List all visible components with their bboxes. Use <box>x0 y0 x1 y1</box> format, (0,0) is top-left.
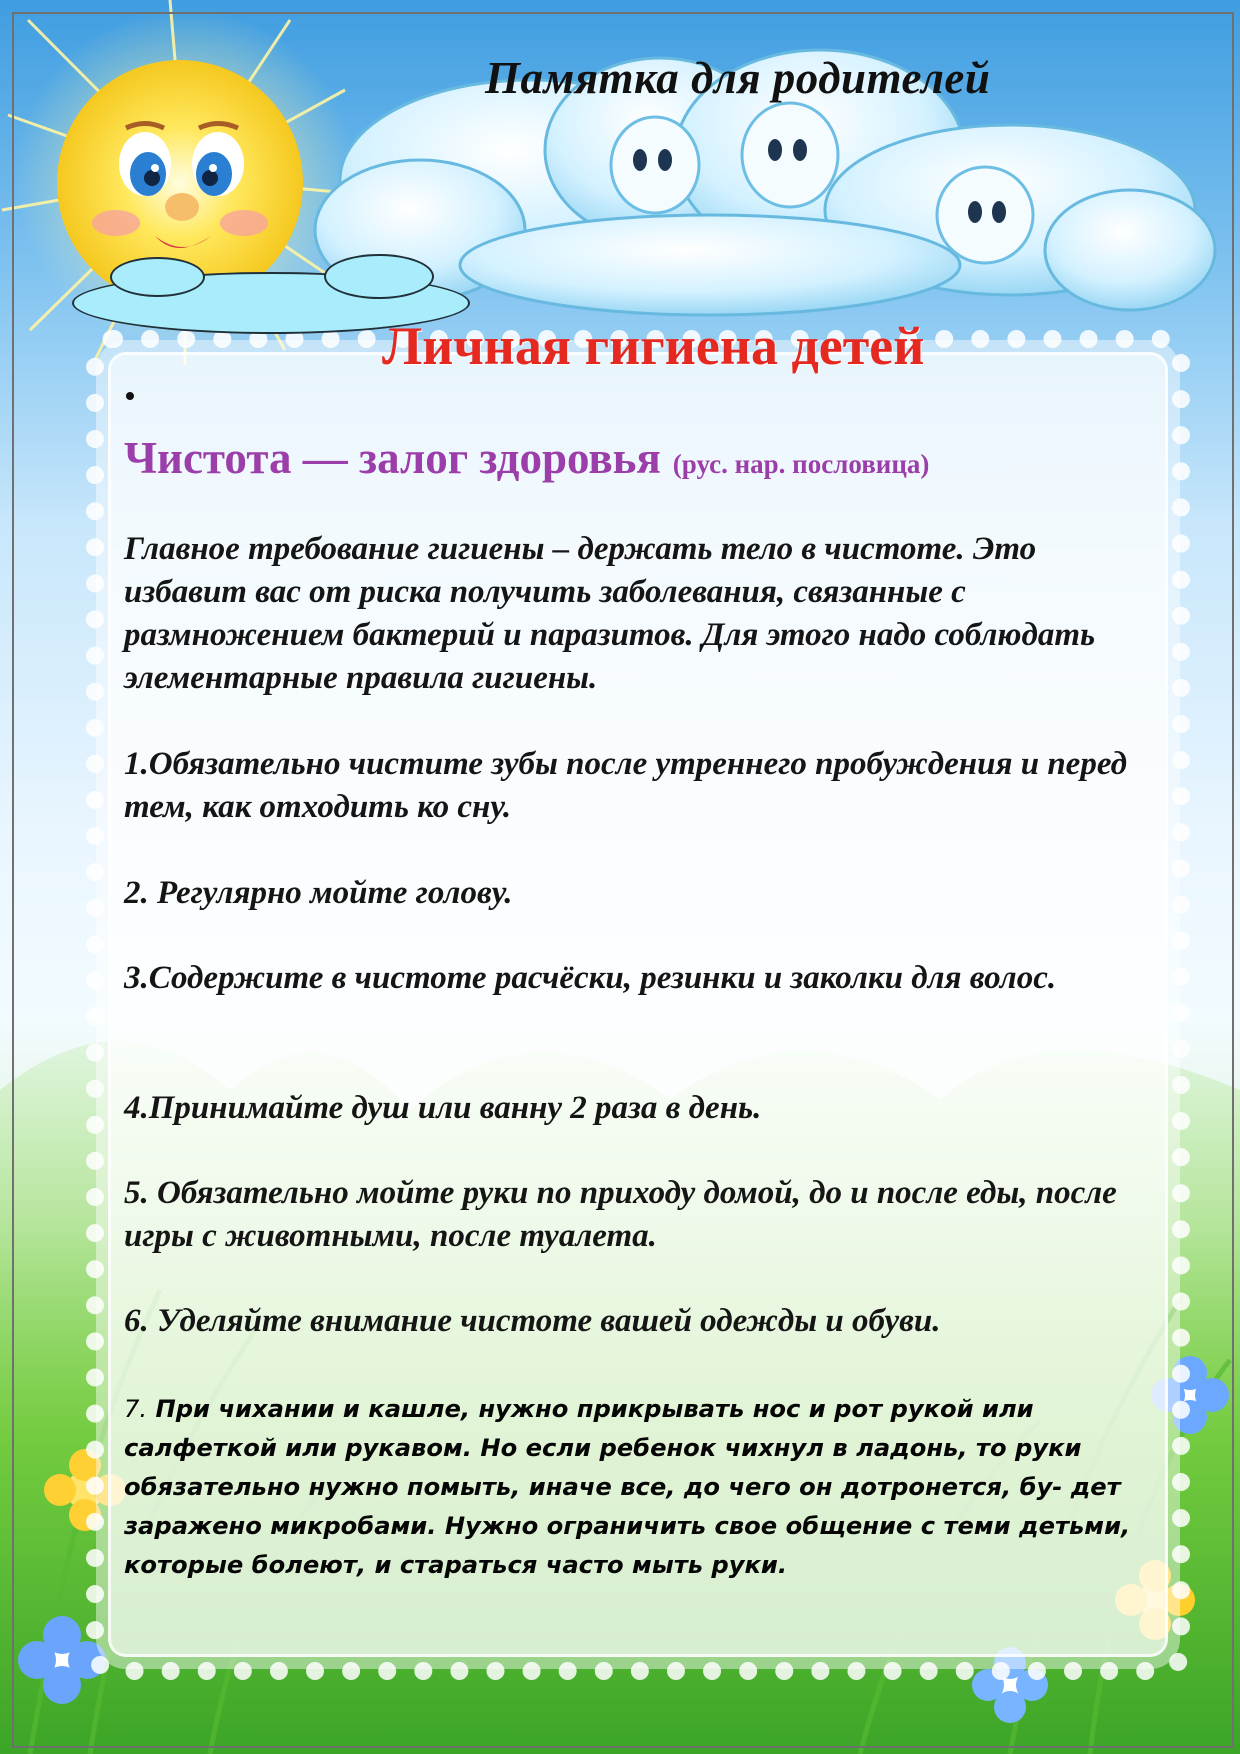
proverb-main: Чистота — залог здоровья <box>124 433 661 483</box>
bullet-icon <box>126 392 134 400</box>
hygiene-rule-7 <box>124 1390 1174 1585</box>
hygiene-rule: 5. Обязательно мойте руки по приходу домой, до и после еды, после игры с животными, после туалета. <box>124 1175 1117 1254</box>
proverb-source: (рус. нар. пословица) <box>672 449 930 479</box>
rule-7-number: 7. <box>124 1395 148 1423</box>
proverb <box>124 432 1124 484</box>
hygiene-rule: 3.Содержите в чистоте расчёски, резинки и заколки для волос. <box>124 960 1057 996</box>
header-title: Памятка для родителей <box>485 53 991 103</box>
hygiene-rule: 6. Уделяйте внимание чистоте вашей одежды и обуви. <box>124 1303 941 1339</box>
rule-7-text: При чихании и кашле, нужно прикрывать нос и рот рукой или салфеткой или рукавом. Но если ребенок чихнул в ладонь, то руки обязательно нужно помыть, иначе все, до чего он дотронется, бу- дет заражено микробами. Нужно ограничить свое общение с теми детьми, которые болеют, и стараться часто мыть руки. <box>124 1395 1131 1579</box>
page-title: Личная гигиена детей <box>382 316 925 376</box>
intro-paragraph: Главное требование гигиены – держать тело в чистоте. Это избавит вас от риска получить заболевания, связанные с размножением бактерий и паразитов. Для этого надо соблюдать элементарные правила гигиены. <box>124 531 1096 696</box>
hygiene-rule: 2. Регулярно мойте голову. <box>124 875 513 911</box>
hygiene-rule: 4.Принимайте душ или ванну 2 раза в день. <box>124 1090 762 1126</box>
hygiene-rule: 1.Обязательно чистите зубы после утреннего пробуждения и перед тем, как отходить ко сну. <box>124 746 1128 825</box>
